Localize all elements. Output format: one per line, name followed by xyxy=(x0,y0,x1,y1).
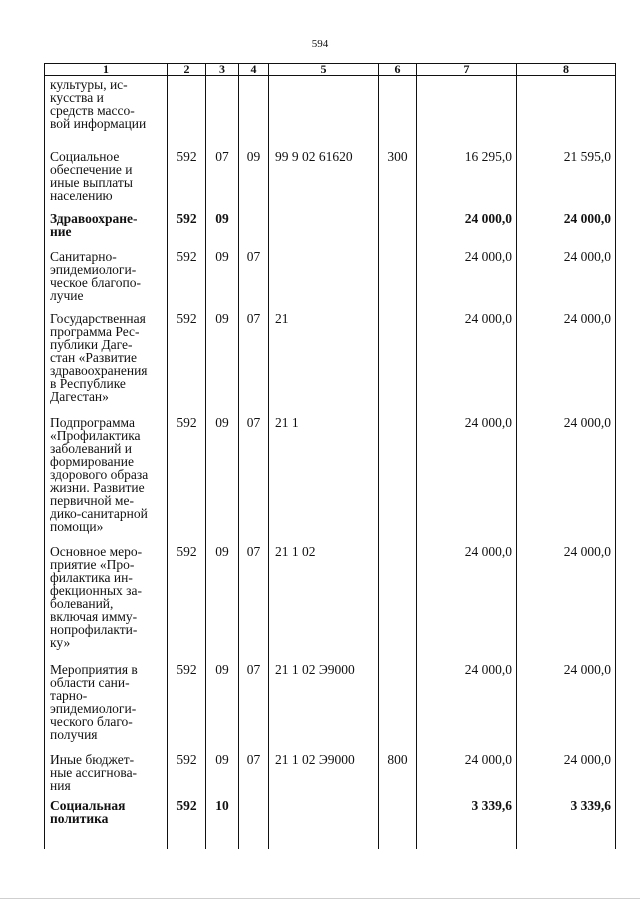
amount-2020-cell: 24 000,0 xyxy=(517,414,616,543)
target-article-cell xyxy=(269,797,379,849)
item-name-cell: Социальное обеспечение и иные выплаты населению xyxy=(45,148,168,210)
table-row xyxy=(45,661,616,751)
expense-type-cell xyxy=(379,414,417,543)
section-cell: 09 xyxy=(206,248,239,310)
table-row xyxy=(45,148,616,210)
expense-type-cell xyxy=(379,210,417,248)
subsection-cell: 09 xyxy=(239,148,269,210)
amount-2020-cell: 3 339,6 xyxy=(517,797,616,849)
amount-2020-cell xyxy=(517,76,616,148)
amount-2020-cell: 24 000,0 xyxy=(517,751,616,797)
target-article-cell: 21 1 02 Э9000 xyxy=(269,751,379,797)
amount-2019-cell: 24 000,0 xyxy=(417,414,517,543)
subsection-cell: 07 xyxy=(239,661,269,751)
subsection-cell: 07 xyxy=(239,543,269,661)
amount-2020-cell: 24 000,0 xyxy=(517,310,616,414)
column-header: 6 xyxy=(379,64,417,76)
amount-2019-cell xyxy=(417,76,517,148)
amount-2019-cell: 24 000,0 xyxy=(417,661,517,751)
table-row xyxy=(45,76,616,148)
table-row xyxy=(45,543,616,661)
table-row xyxy=(45,797,616,849)
amount-2019-cell: 24 000,0 xyxy=(417,310,517,414)
item-name-cell: Санитарно- эпидемиологи- ческое благопо- лучие xyxy=(45,248,168,310)
section-cell: 09 xyxy=(206,543,239,661)
subsection-cell xyxy=(239,210,269,248)
target-article-cell xyxy=(269,76,379,148)
amount-2019-cell: 24 000,0 xyxy=(417,248,517,310)
amount-2020-cell: 24 000,0 xyxy=(517,248,616,310)
admin-code-cell: 592 xyxy=(168,661,206,751)
column-header: 4 xyxy=(239,64,269,76)
target-article-cell xyxy=(269,248,379,310)
section-cell: 10 xyxy=(206,797,239,849)
section-cell xyxy=(206,76,239,148)
item-name-cell: Мероприятия в области сани- тарно- эпидемиологи- ческого благо- получия xyxy=(45,661,168,751)
column-header: 7 xyxy=(417,64,517,76)
target-article-cell: 21 1 xyxy=(269,414,379,543)
target-article-cell: 21 1 02 xyxy=(269,543,379,661)
amount-2019-cell: 24 000,0 xyxy=(417,543,517,661)
amount-2020-cell: 21 595,0 xyxy=(517,148,616,210)
item-name-cell: Основное меро- приятие «Про- филактика ин- фекционных за- болеваний, включая имму- нопрофилакти- ку» xyxy=(45,543,168,661)
column-header: 3 xyxy=(206,64,239,76)
table-header-row xyxy=(45,64,616,76)
section-cell: 09 xyxy=(206,414,239,543)
target-article-cell: 21 xyxy=(269,310,379,414)
table-row xyxy=(45,248,616,310)
admin-code-cell: 592 xyxy=(168,543,206,661)
item-name-cell: Социальная политика xyxy=(45,797,168,849)
amount-2019-cell: 16 295,0 xyxy=(417,148,517,210)
item-name-cell: Здравоохране- ние xyxy=(45,210,168,248)
item-name-cell: Государственная программа Рес- публики Даге- стан «Развитие здравоохранения в Республике Дагестан» xyxy=(45,310,168,414)
table-row xyxy=(45,310,616,414)
column-header: 1 xyxy=(45,64,168,76)
admin-code-cell: 592 xyxy=(168,248,206,310)
table-row xyxy=(45,210,616,248)
admin-code-cell: 592 xyxy=(168,210,206,248)
subsection-cell: 07 xyxy=(239,248,269,310)
item-name-cell: Иные бюджет- ные ассигнова- ния xyxy=(45,751,168,797)
amount-2019-cell: 3 339,6 xyxy=(417,797,517,849)
expense-type-cell xyxy=(379,76,417,148)
subsection-cell xyxy=(239,76,269,148)
table-row xyxy=(45,751,616,797)
amount-2019-cell: 24 000,0 xyxy=(417,751,517,797)
expense-type-cell xyxy=(379,661,417,751)
budget-table xyxy=(44,63,616,849)
admin-code-cell: 592 xyxy=(168,751,206,797)
subsection-cell: 07 xyxy=(239,751,269,797)
admin-code-cell xyxy=(168,76,206,148)
column-header: 5 xyxy=(269,64,379,76)
target-article-cell xyxy=(269,210,379,248)
section-cell: 09 xyxy=(206,661,239,751)
table-row xyxy=(45,414,616,543)
expense-type-cell: 800 xyxy=(379,751,417,797)
amount-2020-cell: 24 000,0 xyxy=(517,661,616,751)
column-header: 2 xyxy=(168,64,206,76)
item-name-cell: Подпрограмма «Профилактика заболеваний и формирование здорового образа жизни. Развитие первичной ме- дико-санитарной помощи» xyxy=(45,414,168,543)
admin-code-cell: 592 xyxy=(168,414,206,543)
subsection-cell: 07 xyxy=(239,414,269,543)
expense-type-cell xyxy=(379,797,417,849)
admin-code-cell: 592 xyxy=(168,310,206,414)
expense-type-cell: 300 xyxy=(379,148,417,210)
admin-code-cell: 592 xyxy=(168,148,206,210)
amount-2020-cell: 24 000,0 xyxy=(517,210,616,248)
amount-2019-cell: 24 000,0 xyxy=(417,210,517,248)
column-header: 8 xyxy=(517,64,616,76)
target-article-cell: 21 1 02 Э9000 xyxy=(269,661,379,751)
subsection-cell: 07 xyxy=(239,310,269,414)
subsection-cell xyxy=(239,797,269,849)
target-article-cell: 99 9 02 61620 xyxy=(269,148,379,210)
section-cell: 09 xyxy=(206,751,239,797)
section-cell: 09 xyxy=(206,310,239,414)
expense-type-cell xyxy=(379,310,417,414)
item-name-cell: культуры, ис- кусства и средств массо- вой информации xyxy=(45,76,168,148)
amount-2020-cell: 24 000,0 xyxy=(517,543,616,661)
scan-edge-line xyxy=(0,898,640,899)
admin-code-cell: 592 xyxy=(168,797,206,849)
section-cell: 09 xyxy=(206,210,239,248)
expense-type-cell xyxy=(379,543,417,661)
expense-type-cell xyxy=(379,248,417,310)
page-number: 594 xyxy=(311,38,329,50)
section-cell: 07 xyxy=(206,148,239,210)
